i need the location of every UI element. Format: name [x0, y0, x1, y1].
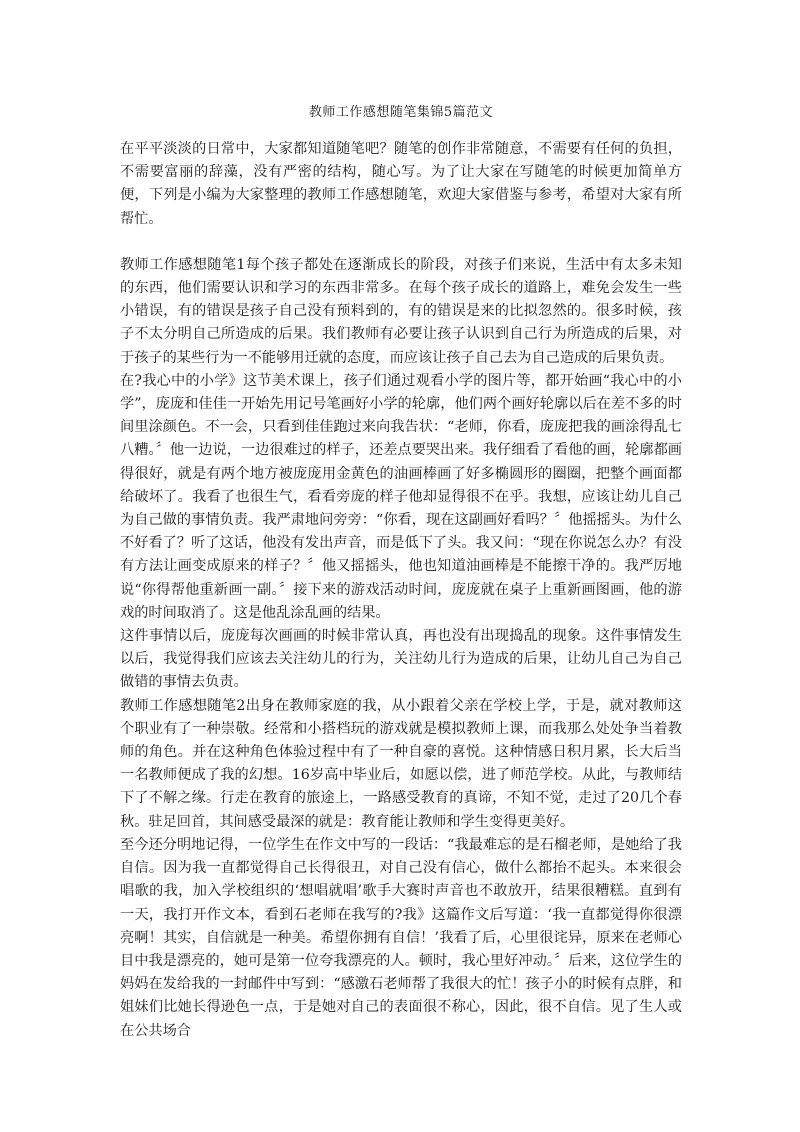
document-title: 教师工作感想随笔集锦5篇范文	[308, 105, 494, 120]
intro-paragraph: 在平平淡淡的日常中，大家都知道随笔吧？随笔的创作非常随意，不需要有任何的负担，不需要富丽的辞藻，没有严密的结构，随心写。为了让大家在写随笔的时候更加简单方便，下列是小编为大家整理的教师工作感想随笔，欢迎大家借鉴与参考，希望对大家有所帮忙。	[120, 141, 682, 227]
document-body	[120, 138, 682, 1043]
essay-1-story-paragraph: 在?我心中的小学》这节美术课上，孩子们通过观看小学的图片等，都开始画“我心中的小学”，庞庞和佳佳一开始先用记号笔画好小学的轮廓，他们两个画好轮廓以后在差不多的时间里涂颜色。不一会，只看到佳佳跑过来向我告状：“老师，你看，庞庞把我的画涂得乱七八糟。〞他一边说，一边很难过的样子，还差点要哭出来。我仔细看了看他的画，轮廓都画得很好，就是有两个地方被庞庞用金黄色的油画棒画了好多椭圆形的圈圈，把整个画面都给破坏了。我看了也很生气，看看旁庞的样子他却显得很不在乎。我想，应该让幼儿自己为自己做的事情负责。我严肃地问旁旁：“你看，现在这副画好看吗？〞他摇摇头。为什么不好看了？听了这话，他没有发出声音，而是低下了头。我又问：“现在你说怎么办？有没有方法让画变成原来的样子？〞他又摇摇头，他也知道油画棒是不能擦干净的。我严厉地说“你得帮他重新画一副。〞接下来的游戏活动时间，庞庞就在桌子上重新画图画，他的游戏的时间取消了。这是他乱涂乱画的结果。	[120, 372, 682, 621]
essay-1-paragraph: 教师工作感想随笔1每个孩子都处在逐渐成长的阶段，对孩子们来说，生活中有太多未知的东西，他们需要认识和学习的东西非常多。在每个孩子成长的道路上，难免会发生一些小错误，有的错误是孩子自己没有预料到的，有的错误是来的比拟忽然的。很多时候，孩子不太分明自己所造成的后果。我们教师有必要让孩子认识到自己行为所造成的后果，对于孩子的某些行为一不能够用迁就的态度，而应该让孩子自己去为自己造成的后果负责。	[120, 256, 682, 366]
essay-2-story-paragraph: 至今还分明地记得，一位学生在作文中写的一段话：“我最难忘的是石榴老师，是她给了我自信。因为我一直都觉得自己长得很丑，对自己没有信心，做什么都抬不起头。本来很会唱歌的我，加入学校组织的‘想唱就唱’歌手大赛时声音也不敢放开，结果很糟糕。直到有一天，我打开作文本，看到石老师在我写的?我》这篇作文后写道：‘我一直都觉得你很漂亮啊！其实，自信就是一种美。希望你拥有自信！’我看了后，心里很诧异，原来在老师心目中我是漂亮的，她可是第一位夸我漂亮的人。顿时，我心里好冲动。〞后来，这位学生的妈妈在发给我的一封邮件中写到：“感激石老师帮了我很大的忙！孩子小的时候有点胖，和姐妹们比她长得逊色一点，于是她对自己的表面很不称心，因此，很不自信。见了生人或在公共场合	[120, 836, 682, 1039]
document-page	[120, 0, 682, 1043]
essay-2-paragraph: 教师工作感想随笔2出身在教师家庭的我，从小跟着父亲在学校上学，于是，就对教师这个职业有了一种崇敬。经常和小搭档玩的游戏就是模拟教师上课，而我那么处处争当着教师的角色。并在这种角色体验过程中有了一种自豪的喜悦。这种情感日积月累，长大后当一名教师便成了我的幻想。16岁高中毕业后，如愿以偿，进了师范学校。从此，与教师结下了不解之缘。行走在教育的旅途上，一路感受教育的真谛，不知不觉，走过了20几个春秋。驻足回首，其间感受最深的就是：教育能让教师和学生变得更美好。	[120, 697, 682, 830]
paragraph-gap	[120, 231, 682, 254]
essay-1-conclusion-paragraph: 这件事情以后，庞庞每次画画的时候非常认真，再也没有出现捣乱的现象。这件事情发生以后，我觉得我们应该去关注幼儿的行为，关注幼儿行为造成的后果，让幼儿自己为自己做错的事情去负责。	[120, 628, 682, 691]
